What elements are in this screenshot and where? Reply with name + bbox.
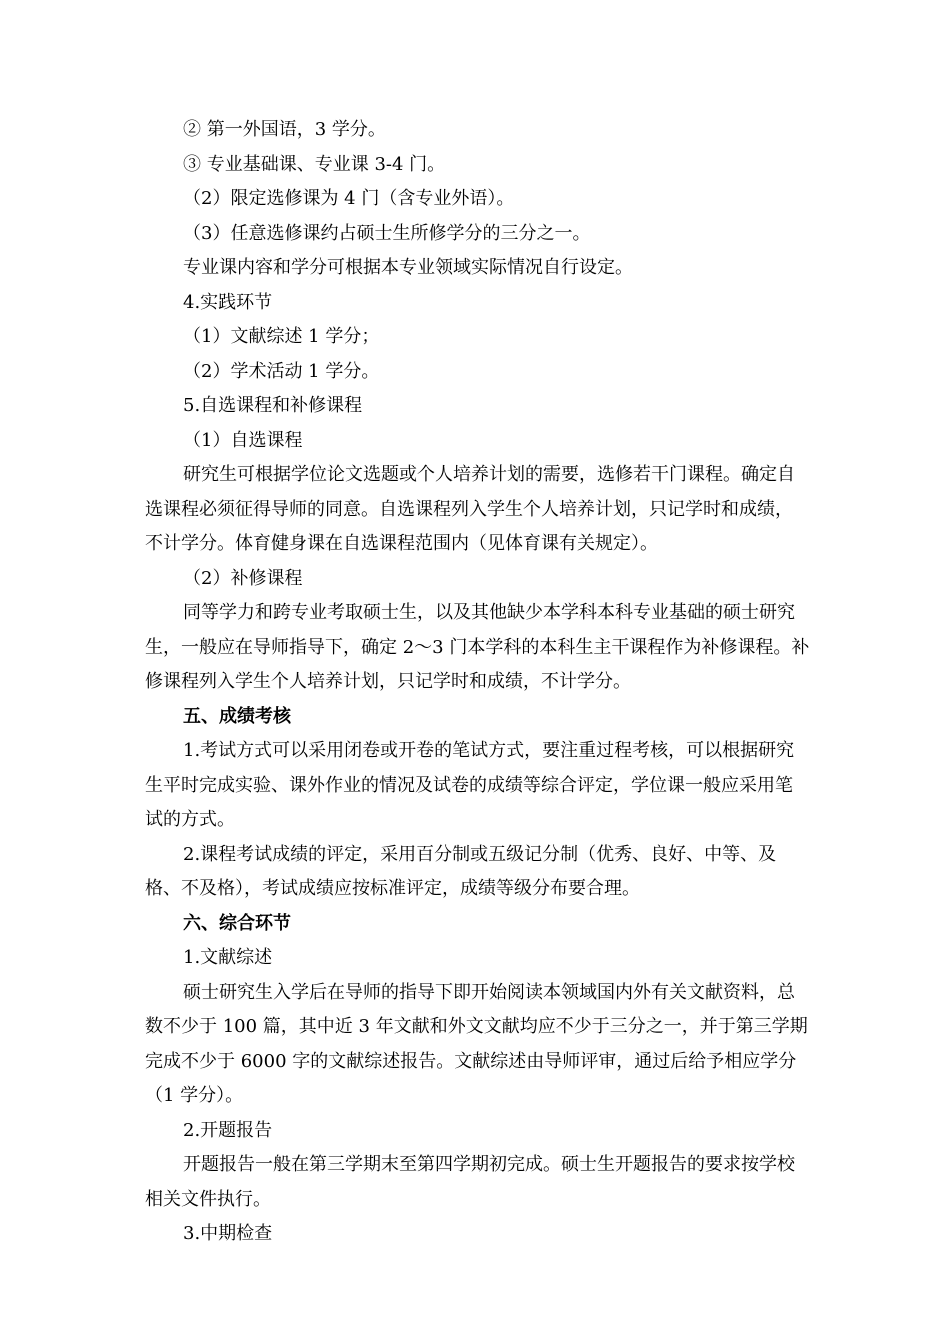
text-line: 专业课内容和学分可根据本专业领域实际情况自行设定。	[183, 257, 633, 278]
section-title-grading: 五、成绩考核	[183, 705, 291, 727]
text-line: （2）学术活动 1 学分。	[183, 360, 380, 382]
text-line: ② 第一外国语，3 学分。	[183, 119, 386, 140]
sub-heading-midterm: 3.中期检查	[183, 1223, 273, 1244]
paragraph-exam-method: 1.考试方式可以采用闭卷或开卷的笔试方式，要注重过程考核，可以根据研究生平时完成实验、课外作业的情况及试卷的成绩等综合评定，学位课一般应采用笔试的方式。	[145, 740, 795, 830]
sub-heading-elective: （1）自选课程	[183, 429, 303, 451]
sub-heading-proposal: 2.开题报告	[183, 1119, 273, 1141]
paragraph-proposal: 开题报告一般在第三学期末至第四学期初完成。硕士生开题报告的要求按学校相关文件执行。	[145, 1154, 795, 1210]
paragraph-literature-review: 硕士研究生入学后在导师的指导下即开始阅读本领域国内外有关文献资料，总数不少于 100 篇，其中近 3 年文献和外文文献均应不少于三分之一，并于第三学期完成不少于 6000 字的文献综述报告。文献综述由导师评审，通过后给予相应学分（1 学分）。	[145, 981, 808, 1106]
sub-heading-remedial: （2）补修课程	[183, 567, 303, 589]
text-line: （1）文献综述 1 学分；	[183, 326, 380, 347]
document-body	[145, 113, 810, 1252]
section-heading-elective: 5.自选课程和补修课程	[183, 395, 363, 416]
paragraph-remedial: 同等学力和跨专业考取硕士生，以及其他缺少本学科本科专业基础的硕士研究生，一般应在导师指导下，确定 2～3 门本学科的本科生主干课程作为补修课程。补修课程列入学生个人培养计划，只记学时和成绩，不计学分。	[145, 602, 810, 692]
text-line: ③ 专业基础课、专业课 3-4 门。	[183, 153, 446, 175]
text-line: （3）任意选修课约占硕士生所修学分的三分之一。	[183, 222, 591, 244]
text-line: （2）限定选修课为 4 门（含专业外语）。	[183, 188, 515, 209]
paragraph-exam-grading: 2.课程考试成绩的评定，采用百分制或五级记分制（优秀、良好、中等、及格、不及格），考试成绩应按标准评定，成绩等级分布要合理。	[145, 843, 777, 899]
paragraph-elective: 研究生可根据学位论文选题或个人培养计划的需要，选修若干门课程。确定自选课程必须征得导师的同意。自选课程列入学生个人培养计划，只记学时和成绩，不计学分。体育健身课在自选课程范围内（见体育课有关规定）。	[145, 464, 795, 554]
section-title-comprehensive: 六、综合环节	[183, 912, 291, 934]
section-heading-practice: 4.实践环节	[183, 291, 273, 313]
sub-heading-literature-review: 1.文献综述	[183, 947, 273, 968]
